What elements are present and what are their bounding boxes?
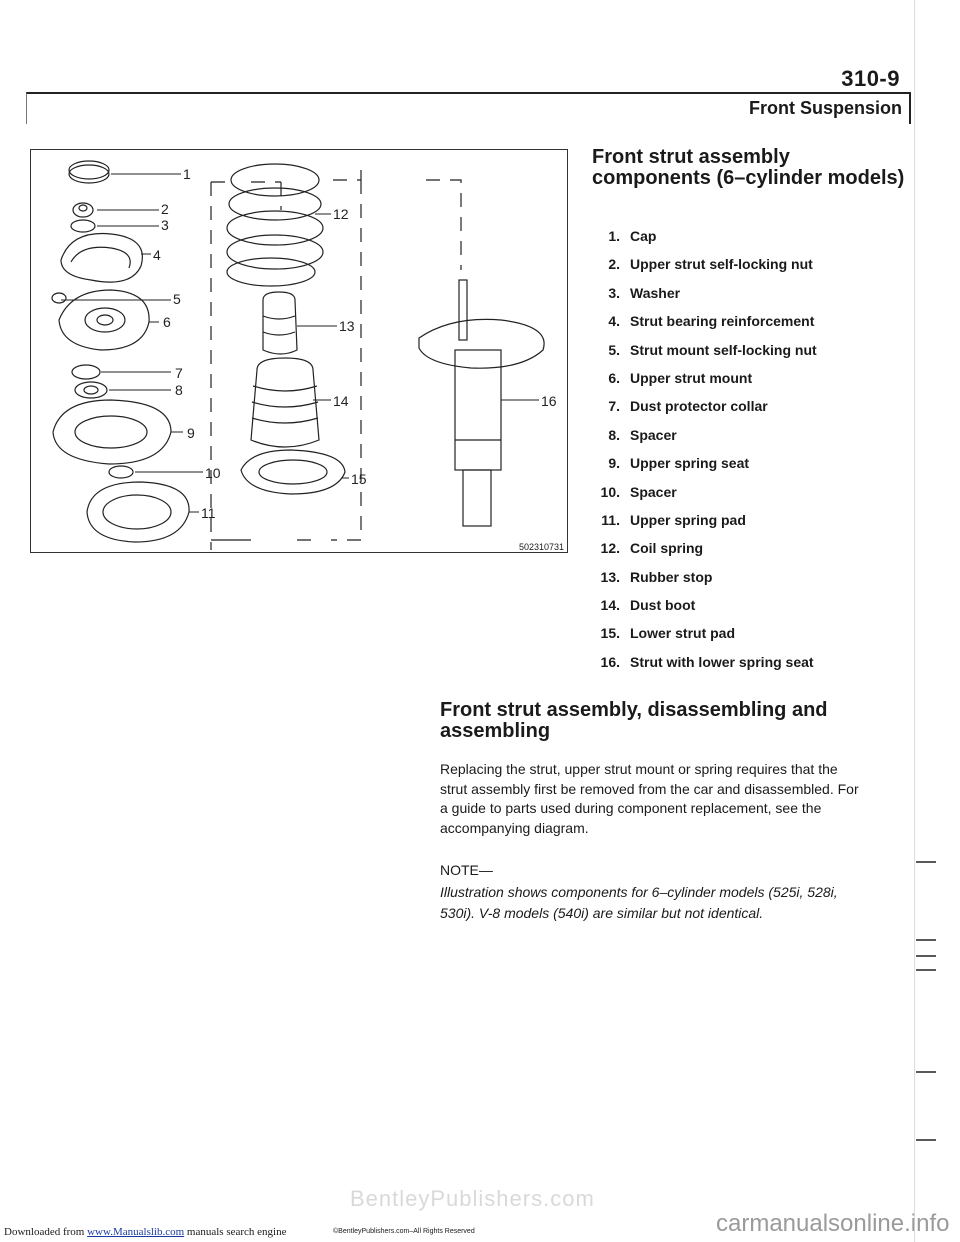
- component-number: 8.: [608, 426, 620, 443]
- component-number: 12.: [600, 540, 620, 557]
- footer-site[interactable]: carmanualsonline.info: [716, 1210, 950, 1237]
- component-item: [596, 370, 817, 398]
- component-item: [596, 540, 817, 568]
- callout-10: 10: [205, 465, 221, 481]
- callout-1: 1: [183, 166, 191, 182]
- disassembly-paragraph: Replacing the strut, upper strut mount or spring requires that the strut assembly first be removed from the car and disassembled. For a guide to parts used during component replacement, see the accompanying diagram.: [440, 761, 859, 836]
- component-item: [596, 654, 817, 682]
- component-number: 9.: [608, 455, 620, 472]
- component-number: 16.: [600, 653, 620, 670]
- component-item: [596, 625, 817, 653]
- callout-9: 9: [187, 425, 195, 441]
- component-label: Lower strut pad: [630, 625, 736, 642]
- component-item: [596, 256, 817, 284]
- callout-7: 7: [175, 365, 183, 381]
- callout-2: 2: [161, 201, 169, 217]
- figure-id: 502310731: [519, 542, 565, 552]
- component-label: Washer: [630, 284, 681, 301]
- component-item: [596, 427, 817, 455]
- component-item: [596, 597, 817, 625]
- footer-download: [4, 1226, 286, 1238]
- component-label: Strut mount self-locking nut: [630, 341, 817, 358]
- component-label: Coil spring: [630, 540, 704, 557]
- callout-3: 3: [161, 217, 169, 233]
- component-number: 5.: [608, 341, 620, 358]
- component-label: Upper spring seat: [630, 455, 750, 472]
- component-item: [596, 228, 817, 256]
- watermark: BentleyPublishers.com: [350, 1186, 595, 1211]
- component-label: Spacer: [630, 426, 677, 443]
- exploded-diagram: [30, 149, 568, 553]
- component-number: 15.: [600, 625, 620, 642]
- component-number: 4.: [608, 313, 620, 330]
- callout-15: 15: [351, 471, 367, 487]
- disassembly-heading: Front strut assembly, disassembling and assembling: [440, 699, 828, 742]
- component-number: 1.: [608, 228, 620, 244]
- component-label: Upper spring pad: [630, 511, 746, 528]
- callout-5: 5: [173, 291, 181, 307]
- components-list: [596, 228, 817, 682]
- cap-shape: [69, 165, 109, 183]
- component-item: [596, 285, 817, 313]
- component-item: [596, 512, 817, 540]
- component-item: [596, 484, 817, 512]
- bracket-left-group: [211, 182, 281, 550]
- note-body: Illustration shows components for 6–cylinder models (525i, 528i, 530i). V-8 models (540i) are similar but not identical.: [440, 884, 838, 921]
- component-number: 13.: [600, 568, 620, 585]
- component-item: [596, 313, 817, 341]
- component-number: 2.: [608, 256, 620, 273]
- component-number: 7.: [608, 398, 620, 415]
- component-number: 10.: [600, 483, 620, 500]
- callout-13: 13: [339, 318, 355, 334]
- footer-tail: manuals search engine: [186, 1226, 287, 1238]
- component-label: Dust boot: [630, 597, 696, 614]
- component-number: 14.: [600, 597, 620, 614]
- callout-14: 14: [333, 393, 349, 409]
- component-number: 6.: [608, 369, 620, 386]
- component-number: 11.: [601, 511, 620, 528]
- component-label: Upper strut mount: [630, 369, 753, 386]
- component-item: [596, 398, 817, 426]
- component-label: Rubber stop: [630, 568, 713, 585]
- bracket-right-group: [426, 180, 461, 270]
- component-item: [596, 455, 817, 483]
- callout-12: 12: [333, 206, 349, 222]
- manualslib-link[interactable]: www.Manualslib.com: [87, 1226, 185, 1238]
- component-item: [596, 569, 817, 597]
- callout-6: 6: [163, 314, 171, 330]
- footer-download-text: Downloaded from: [4, 1226, 85, 1238]
- component-label: Upper strut self-locking nut: [630, 256, 813, 273]
- component-label: Spacer: [630, 483, 677, 500]
- component-label: Dust protector collar: [630, 398, 768, 415]
- strut-components-illustration: [31, 150, 567, 552]
- component-number: 3.: [608, 284, 620, 301]
- note-label: NOTE—: [440, 862, 493, 878]
- section-title: Front Suspension: [749, 98, 902, 118]
- component-label: Strut bearing reinforcement: [630, 313, 815, 330]
- component-item: [596, 342, 817, 370]
- callout-4: 4: [153, 247, 161, 263]
- component-label: Cap: [630, 228, 657, 244]
- callout-11: 11: [201, 505, 216, 521]
- components-heading: Front strut assembly components (6–cylinder models): [592, 146, 905, 189]
- callout-8: 8: [175, 382, 183, 398]
- footer-copyright: ©BentleyPublishers.com–All Rights Reserved: [333, 1228, 475, 1235]
- component-label: Strut with lower spring seat: [630, 653, 814, 670]
- page-number: 310-9: [841, 66, 900, 91]
- callout-16: 16: [541, 393, 557, 409]
- margin-marks: [914, 0, 960, 1242]
